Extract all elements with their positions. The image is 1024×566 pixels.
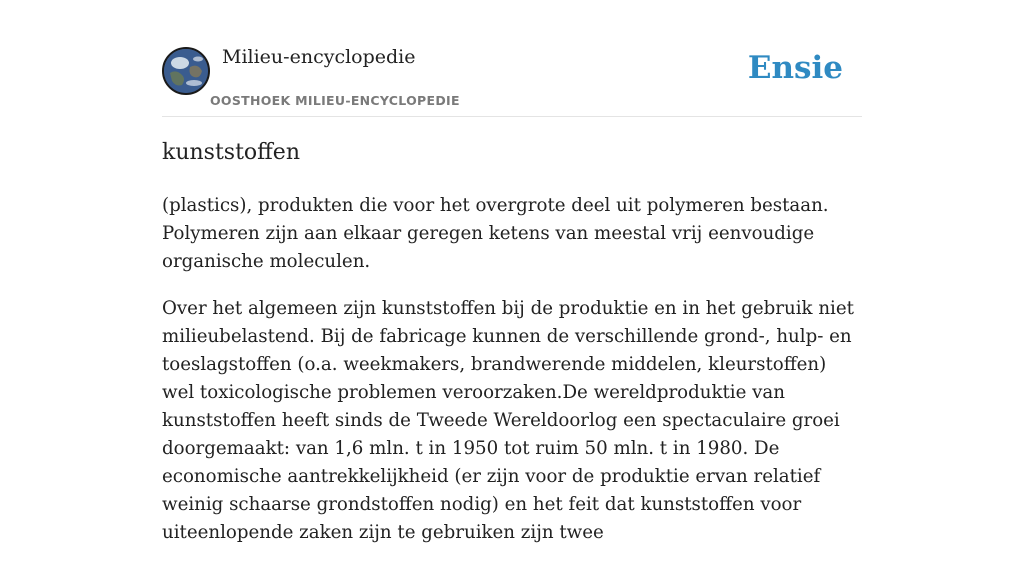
page-title: kunststoffen	[162, 140, 300, 165]
earth-globe-icon[interactable]	[162, 47, 210, 95]
site-title[interactable]: Milieu-encyclopedie	[222, 46, 416, 68]
site-subtitle[interactable]: OOSTHOEK MILIEU-ENCYCLOPEDIE	[210, 93, 460, 108]
article-paragraph: Over het algemeen zijn kunststoffen bij de produktie en in het gebruik niet milieubelastend. Bij de fabricage kunnen de verschillende grond-, hulp- en toeslagstoffen (o.a. weekmakers, brandwerende middelen, kleurstoffen) wel toxicologische problemen veroorzaken.De wereldproduktie van kunststoffen heeft sinds de Tweede Wereldoorlog een spectaculaire groei doorgemaakt: van 1,6 mln. t in 1950 tot ruim 50 mln. t in 1980. De economische aantrekkelijkheid (er zijn voor de produktie ervan relatief weinig schaarse grondstoffen nodig) en het feit dat kunststoffen voor uiteenlopende zaken zijn te gebruiken zijn twee	[162, 298, 854, 543]
article-body	[162, 192, 862, 566]
site-header	[162, 40, 862, 117]
ensie-logo[interactable]: Ensie	[747, 50, 843, 86]
article-paragraph: (plastics), produkten die voor het overgrote deel uit polymeren bestaan. Polymeren zijn aan elkaar geregen ketens van meestal vrij eenvoudige organische moleculen.	[162, 195, 829, 272]
